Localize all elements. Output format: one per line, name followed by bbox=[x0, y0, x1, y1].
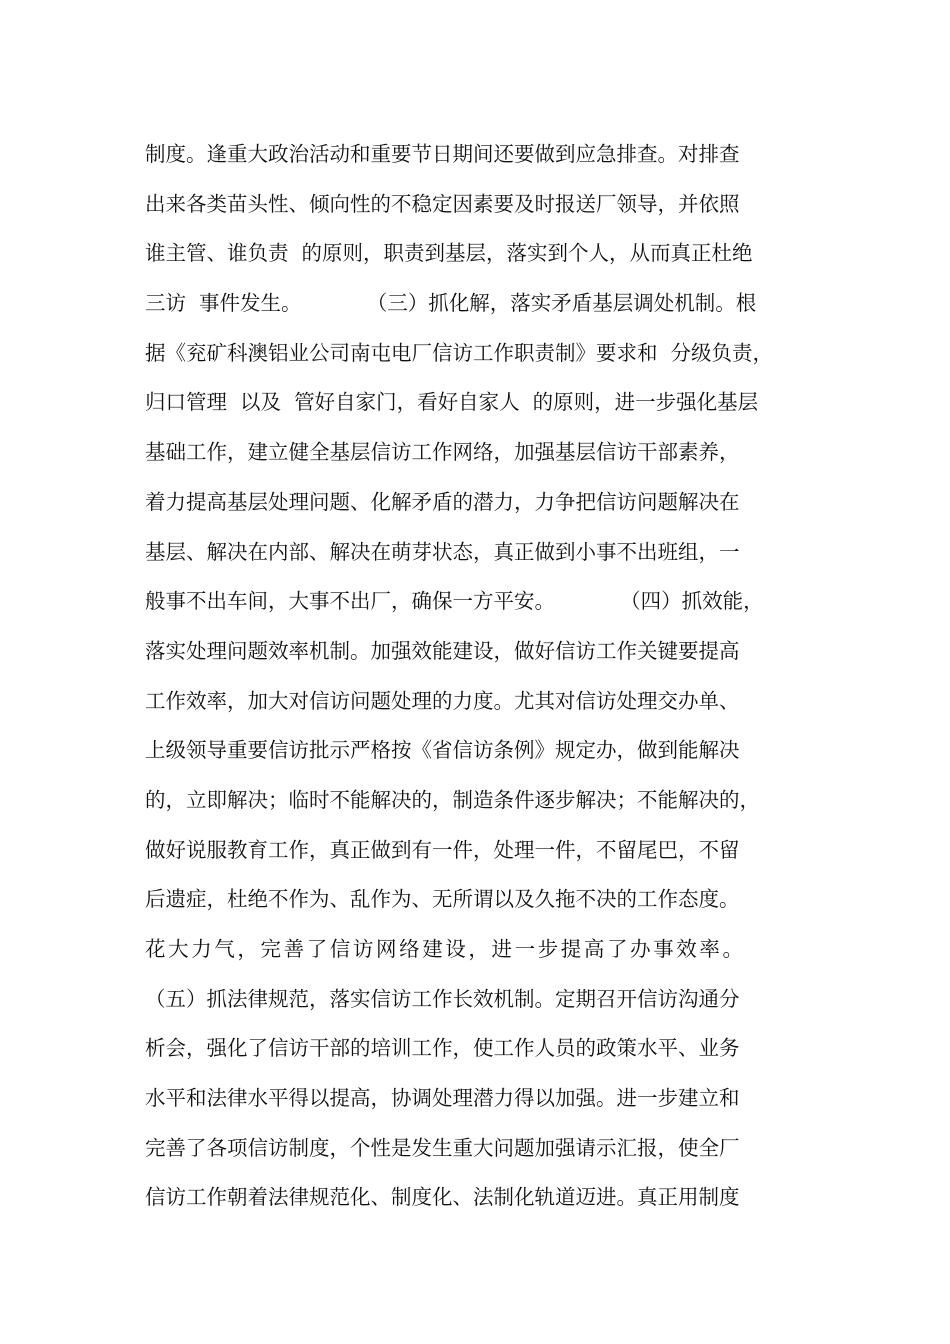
text-line: 的，立即解决；临时不能解决的，制造条件逐步解决；不能解决的， bbox=[145, 787, 760, 812]
text-line: 基础工作，建立健全基层信访工作网络，加强基层信访干部素养， bbox=[145, 440, 740, 465]
text-line: 水平和法律水平得以提高，协调处理潜力得以加强。进一步建立和 bbox=[145, 1086, 740, 1111]
text-line: 归口管理 以及 管好自家门，看好自家人 的原则，进一步强化基层 bbox=[145, 390, 759, 415]
text-line: 着力提高基层处理问题、化解矛盾的潜力，力争把信访问题解决在 bbox=[145, 489, 740, 514]
text-line: 基层、解决在内部、解决在萌芽状态，真正做到小事不出班组，一 bbox=[145, 539, 740, 564]
text-line: 谁主管、谁负责 的原则，职责到基层，落实到个人，从而真正杜绝 bbox=[145, 241, 753, 266]
text-line: 完善了各项信访制度，个性是发生重大问题加强请示汇报，使全厂 bbox=[145, 1135, 740, 1160]
text-line: 做好说服教育工作，真正做到有一件，处理一件，不留尾巴，不留 bbox=[145, 837, 740, 862]
text-line: 般事不出车间，大事不出厂，确保一方平安。 （四）抓效能， bbox=[145, 589, 764, 614]
text-line: 出来各类苗头性、倾向性的不稳定因素要及时报送厂领导，并依照 bbox=[145, 191, 740, 216]
text-line: 三访 事件发生。 （三）抓化解，落实矛盾基层调处机制。根 bbox=[145, 291, 757, 316]
text-line: 信访工作朝着法律规范化、制度化、法制化轨道迈进。真正用制度 bbox=[145, 1185, 740, 1210]
text-line: 后遗症，杜绝不作为、乱作为、无所谓以及久拖不决的工作态度。 bbox=[145, 887, 740, 912]
text-line: 工作效率，加大对信访问题处理的力度。尤其对信访处理交办单、 bbox=[145, 688, 740, 713]
text-line: 析会，强化了信访干部的培训工作，使工作人员的政策水平、业务 bbox=[145, 1036, 740, 1061]
text-line: 落实处理问题效率机制。加强效能建设，做好信访工作关键要提高 bbox=[145, 638, 740, 663]
text-line: 制度。逢重大政治活动和重要节日期间还要做到应急排查。对排查 bbox=[145, 142, 740, 166]
text-line: 上级领导重要信访批示严格按《省信访条例》规定办，做到能解决 bbox=[145, 738, 740, 763]
text-line: （五）抓法律规范，落实信访工作长效机制。定期召开信访沟通分 bbox=[145, 986, 740, 1011]
text-line: 据《兖矿科澳铝业公司南屯电厂信访工作职责制》要求和 分级负责， bbox=[145, 340, 774, 365]
body-text bbox=[145, 130, 825, 1223]
text-line: 花大力气，完善了信访网络建设，进一步提高了办事效率。 bbox=[145, 937, 746, 961]
